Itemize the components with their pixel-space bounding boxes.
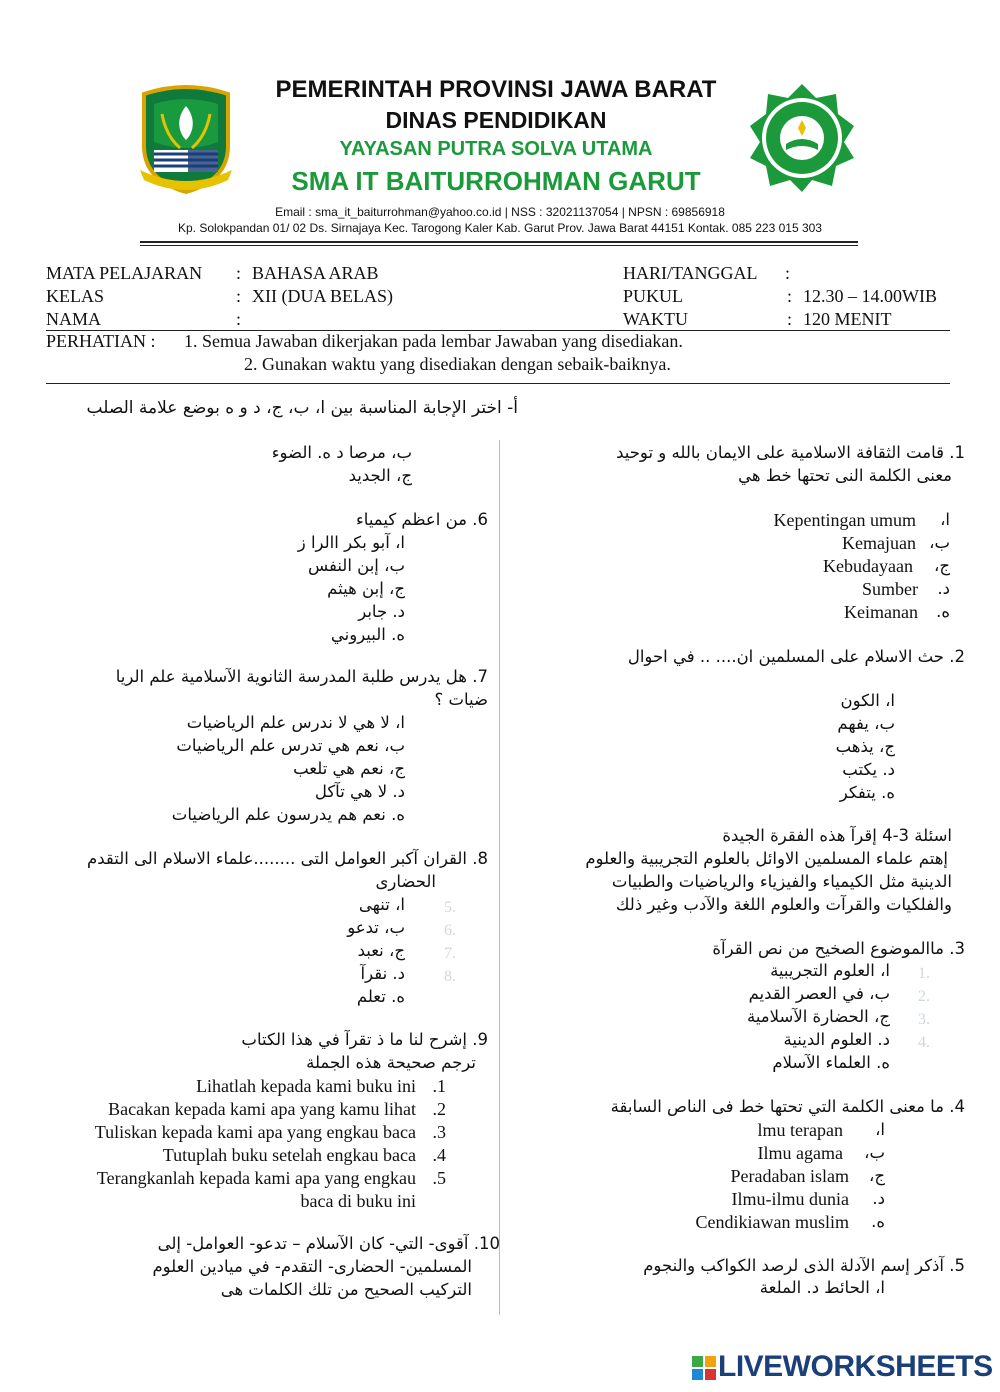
mata-pelajaran-label: MATA PELAJARAN [46, 263, 203, 283]
q6-option[interactable]: ج، إبن هيثم [327, 579, 405, 598]
q9-subtext: ترجم صحيحة هذه الجملة [306, 1053, 476, 1072]
header-school-name: SMA IT BAITURROHMAN GARUT [291, 166, 701, 196]
q2-option[interactable]: ه. يتفكر [839, 783, 895, 802]
kelas-value: XII (DUA BELAS) [252, 286, 393, 306]
option-number: .2 [432, 1099, 446, 1119]
option-label: ب، [929, 533, 950, 552]
q9-option[interactable] [46, 1098, 446, 1121]
q8-text: 8. القران آكبر العوامل التى ........علماء الاسلام الى التقدم [87, 849, 488, 868]
colon: : [236, 286, 242, 306]
column-divider [499, 440, 500, 1315]
perhatian-item-2: 2. Gunakan waktu yang disediakan dengan sebaik-baiknya. [244, 354, 671, 374]
header-divider-top [140, 241, 858, 243]
q7-option[interactable]: ا، لا هي لا ندرس علم الرياضيات [186, 713, 405, 732]
q4-option[interactable] [600, 1189, 885, 1212]
q4-text: 4. ما معنى الكلمة التي تحتها خط فى الناص السابقة [610, 1097, 965, 1116]
q8-options [280, 895, 405, 1010]
q3-option[interactable]: ج، الحضارة الآسلامية [746, 1007, 890, 1026]
q10-instruction: التركيب الصحيح من تلك الكلمات هى [220, 1280, 472, 1299]
q1-text: 1. قامت الثقافة الاسلامية على الايمان بالله و توحيد [616, 443, 965, 462]
option-label: ه. [936, 602, 950, 621]
prev-options-line2[interactable]: ج، الجديد [348, 466, 412, 485]
option-label: ج، [934, 556, 950, 575]
nama-label: NAMA [46, 309, 102, 329]
q7-options [100, 713, 405, 828]
passage-line: إهتم علماء المسلمين الاوائل بالعلوم التجريبية والعلوم [585, 849, 948, 868]
q6-option[interactable]: ب، إبن النفس [307, 556, 405, 575]
q2-text: 2. حث الاسلام على المسلمين ان.... .. في احوال [627, 647, 965, 666]
option-text: lmu terapan [757, 1120, 843, 1140]
meta-right [623, 262, 953, 331]
option-label: ا، [875, 1120, 885, 1139]
q1-options [600, 510, 950, 625]
option-number: .3 [432, 1122, 446, 1142]
q9-option[interactable] [46, 1075, 446, 1098]
header-agency: DINAS PENDIDIKAN [385, 107, 607, 133]
passage-line: الدينية مثل الكيمياء والفيزياء والرياضيات والطبيات [611, 872, 952, 891]
passage-title: اسئلة 3-4 إقرآ هذه الفقرة الجيدة [722, 826, 952, 845]
option-text: baca di buku ini [300, 1191, 416, 1211]
option-label: ا، [940, 510, 950, 529]
option-text: Ilmu agama [757, 1143, 843, 1163]
faint-number: 4. [918, 1034, 930, 1051]
option-label: ب، [864, 1143, 885, 1162]
q3-option[interactable]: ا، العلوم التجريبية [770, 961, 890, 980]
q1-option[interactable] [600, 510, 950, 533]
q3-option[interactable]: د. العلوم الدينية [783, 1030, 890, 1049]
q1-option[interactable] [600, 602, 950, 625]
faint-numbers-right [918, 962, 942, 1054]
q8-option[interactable]: د. نقرآ [360, 964, 405, 983]
q9-option[interactable] [46, 1121, 446, 1144]
q4-option[interactable] [600, 1212, 885, 1235]
q10-subtext: المسلمين- الحضارى- التقدم- في ميادين العلوم [152, 1257, 472, 1276]
q10-text: 10. آقوى- التي- كان الآسلام – تدعو- العوامل- إلى [157, 1234, 500, 1253]
option-text: Peradaban islam [730, 1166, 849, 1186]
q1-option[interactable] [600, 533, 950, 556]
q7-option[interactable]: ه. نعم هم يدرسون علم الرياضيات [171, 805, 405, 824]
q2-option[interactable]: ج، يذهب [835, 737, 895, 756]
faint-number: 6. [444, 922, 456, 939]
option-text: Kebudayaan [823, 556, 913, 576]
option-label: د. [937, 579, 950, 598]
q8-option[interactable]: ا، تنهى [358, 895, 405, 914]
option-text: Cendikiawan muslim [695, 1212, 849, 1232]
faint-number: 2. [918, 988, 930, 1005]
jawa-barat-emblem [136, 84, 236, 196]
option-text: Lihatlah kepada kami buku ini [196, 1076, 416, 1096]
pukul-label: PUKUL [623, 286, 684, 306]
q1-option[interactable] [600, 579, 950, 602]
q2-option[interactable]: ا، الكون [840, 691, 895, 710]
q9-option[interactable] [46, 1144, 446, 1167]
liveworksheets-icon [692, 1356, 716, 1382]
q4-options [600, 1120, 885, 1235]
q7-option[interactable]: ب، نعم هي تدرس علم الرياضيات [176, 736, 405, 755]
school-logo [746, 82, 858, 194]
q6-text: 6. من اعظم كيمياء [356, 510, 488, 529]
q2-option[interactable]: د. يكتب [842, 760, 895, 779]
q5-options[interactable]: ا، الحائط د. الملعة [759, 1278, 885, 1297]
q6-option[interactable]: د. جابر [358, 602, 405, 621]
header-government: PEMERINTAH PROVINSI JAWA BARAT [275, 76, 717, 103]
faint-number: 7. [444, 945, 456, 962]
q4-option[interactable] [600, 1143, 885, 1166]
q8-option[interactable]: ج، نعبد [357, 941, 405, 960]
option-label: ه. [871, 1212, 885, 1231]
perhatian-item-1: 1. Semua Jawaban dikerjakan pada lembar Jawaban yang disediakan. [184, 331, 683, 351]
q9-option[interactable] [46, 1167, 446, 1190]
liveworksheets-brand: LIVEWORKSHEETS [718, 1350, 993, 1383]
option-text: Tuliskan kepada kami apa yang engkau baca [94, 1122, 416, 1142]
faint-number: 8. [444, 968, 456, 985]
q7-subtext: ضيات ؟ [434, 690, 488, 709]
q5-text: 5. آذكر إسم الآدلة الذى لرصد الكواكب والنجوم [643, 1256, 965, 1275]
option-number: .1 [432, 1076, 446, 1096]
waktu-label: WAKTU [623, 309, 688, 329]
q3-options [690, 961, 890, 1076]
q4-option[interactable] [600, 1120, 885, 1143]
header-contact-email: Email : sma_it_baiturrohman@yahoo.co.id | NSS : 32021137054 | NPSN : 69856918 [275, 205, 725, 219]
colon: : [236, 309, 242, 329]
option-text: Kepentingan umum [773, 510, 916, 530]
q7-option[interactable]: ج، نعم هي تلعب [293, 759, 405, 778]
q9-text: 9. إشرح لنا ما ذ تقرآ في هذا الكتاب [241, 1030, 488, 1049]
q8-subtext: الحضارى [375, 872, 436, 891]
meta-left [46, 262, 606, 331]
q3-text: 3. ماالموضوع الصخيح من نص القرآة [712, 939, 965, 958]
perhatian-label: PERHATIAN : [46, 331, 156, 351]
q9-options [46, 1075, 446, 1213]
q6-option[interactable]: ه. البيروني [330, 625, 405, 644]
option-text: Terangkanlah kepada kami apa yang engkau [96, 1168, 416, 1188]
q8-option[interactable]: ه. تعلم [356, 987, 405, 1006]
perhatian-divider [46, 383, 950, 384]
q3-option[interactable]: ب، في العصر القديم [748, 984, 890, 1003]
q8-option[interactable]: ب، تدعو [347, 918, 405, 937]
q6-options [200, 533, 405, 648]
header-foundation: YAYASAN PUTRA SOLVA UTAMA [339, 138, 653, 160]
passage-line: والفلكيات والقرآت والعلوم اللغة والآدب وغير ذلك [615, 895, 952, 914]
q7-text: 7. هل يدرس طلبة المدرسة الثانوية الآسلامية علم الريا [115, 667, 488, 686]
instruction: أ- اختر الإجابة المناسبة بين ا، ب، ج، د و ه بوضع علامة الصلب [86, 398, 518, 418]
option-text: Bacakan kepada kami apa yang kamu lihat [108, 1099, 416, 1119]
pukul-value: 12.30 – 14.00WIB [803, 286, 937, 306]
colon: : [787, 286, 793, 306]
q3-option[interactable]: ه. العلماء الآسلام [772, 1053, 890, 1072]
q2-option[interactable]: ب، يفهم [837, 714, 895, 733]
option-text: Ilmu-ilmu dunia [731, 1189, 849, 1209]
mata-pelajaran-value: BAHASA ARAB [252, 263, 379, 283]
q9-option-continuation [46, 1190, 446, 1213]
prev-options-line1[interactable]: ب، مرصا د ه. الضوء [271, 443, 412, 462]
colon: : [785, 263, 791, 283]
faint-number: 1. [918, 965, 930, 982]
option-number: .5 [432, 1168, 446, 1188]
q6-option[interactable]: ا، آبو بكر االرا ز [297, 533, 405, 552]
q7-option[interactable]: د. لا هي تآكل [314, 782, 405, 801]
option-number: .4 [432, 1145, 446, 1165]
option-text: Sumber [862, 579, 918, 599]
waktu-value: 120 MENIT [803, 309, 892, 329]
header-contact-address: Kp. Solokpandan 01/ 02 Ds. Sirnajaya Kec. Tarogong Kaler Kab. Garut Prov. Jawa Barat 44151 Kontak. 085 223 015 303 [178, 221, 822, 235]
faint-number: 5. [444, 899, 456, 916]
colon: : [787, 309, 793, 329]
q1-option[interactable] [600, 556, 950, 579]
q2-options [700, 691, 895, 806]
faint-number: 3. [918, 1011, 930, 1028]
option-label: د. [872, 1189, 885, 1208]
faint-numbers-left [444, 896, 468, 988]
header-divider-bottom [140, 245, 858, 246]
hari-tanggal-label: HARI/TANGGAL [623, 263, 758, 283]
option-label: ج، [869, 1166, 885, 1185]
q1-subtext: معنى الكلمة النى تحتها خط هي [738, 466, 952, 485]
colon: : [236, 263, 242, 283]
option-text: Keimanan [844, 602, 918, 622]
liveworksheets-logo [692, 1352, 992, 1386]
option-text: Kemajuan [842, 533, 916, 553]
option-text: Tutuplah buku setelah engkau baca [162, 1145, 416, 1165]
kelas-label: KELAS [46, 286, 104, 306]
q4-option[interactable] [600, 1166, 885, 1189]
